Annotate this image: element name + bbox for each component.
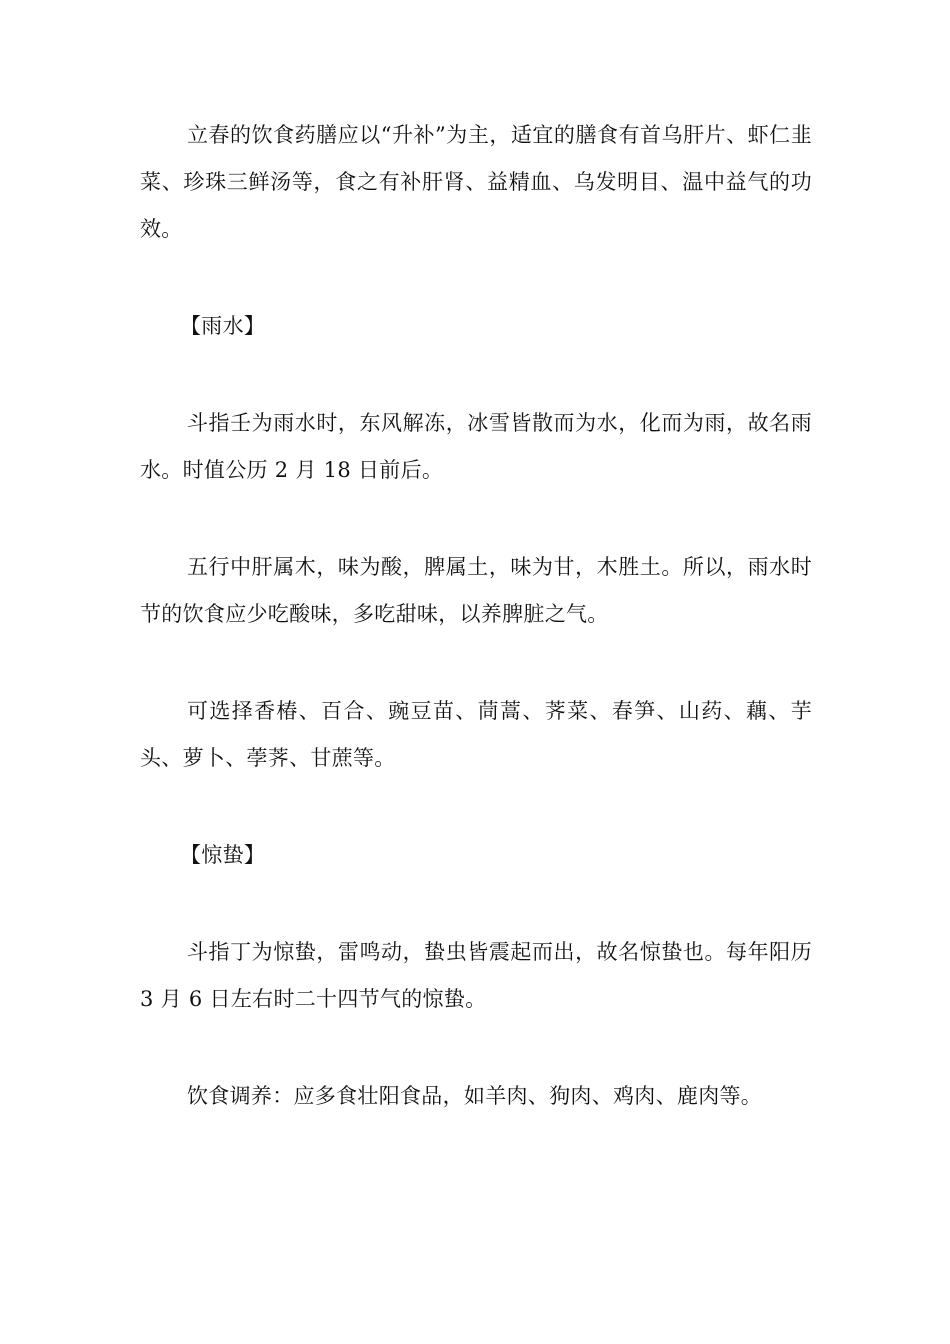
paragraph-yushui-intro: 斗指壬为雨水时，东风解冻，冰雪皆散而为水，化而为雨，故名雨水。时值公历 2 月 18 日前后。 <box>140 411 812 482</box>
section-heading-yushui: 【雨水】 <box>180 314 266 338</box>
paragraph-lichun-diet: 立春的饮食药膳应以“升补”为主，适宜的膳食有首乌肝片、虾仁韭菜、珍珠三鲜汤等，食之有补肝肾、益精血、乌发明目、温中益气的功效。 <box>140 123 812 241</box>
paragraph-jingzhe-diet: 饮食调养：应多食壮阳食品，如羊肉、狗肉、鸡肉、鹿肉等。 <box>187 1084 763 1108</box>
paragraph-yushui-five-elements: 五行中肝属木，味为酸，脾属土，味为甘，木胜土。所以，雨水时节的饮食应少吃酸味，多吃甜味，以养脾脏之气。 <box>140 555 812 626</box>
section-heading-jingzhe: 【惊蛰】 <box>180 843 266 867</box>
document-body <box>140 112 812 1120</box>
paragraph-yushui-foods: 可选择香椿、百合、豌豆苗、茼蒿、荠菜、春笋、山药、藕、芋头、萝卜、荸荠、甘蔗等。 <box>140 699 812 770</box>
paragraph-jingzhe-intro: 斗指丁为惊蛰，雷鸣动，蛰虫皆震起而出，故名惊蛰也。每年阳历 3 月 6 日左右时二十四节气的惊蛰。 <box>140 940 812 1011</box>
